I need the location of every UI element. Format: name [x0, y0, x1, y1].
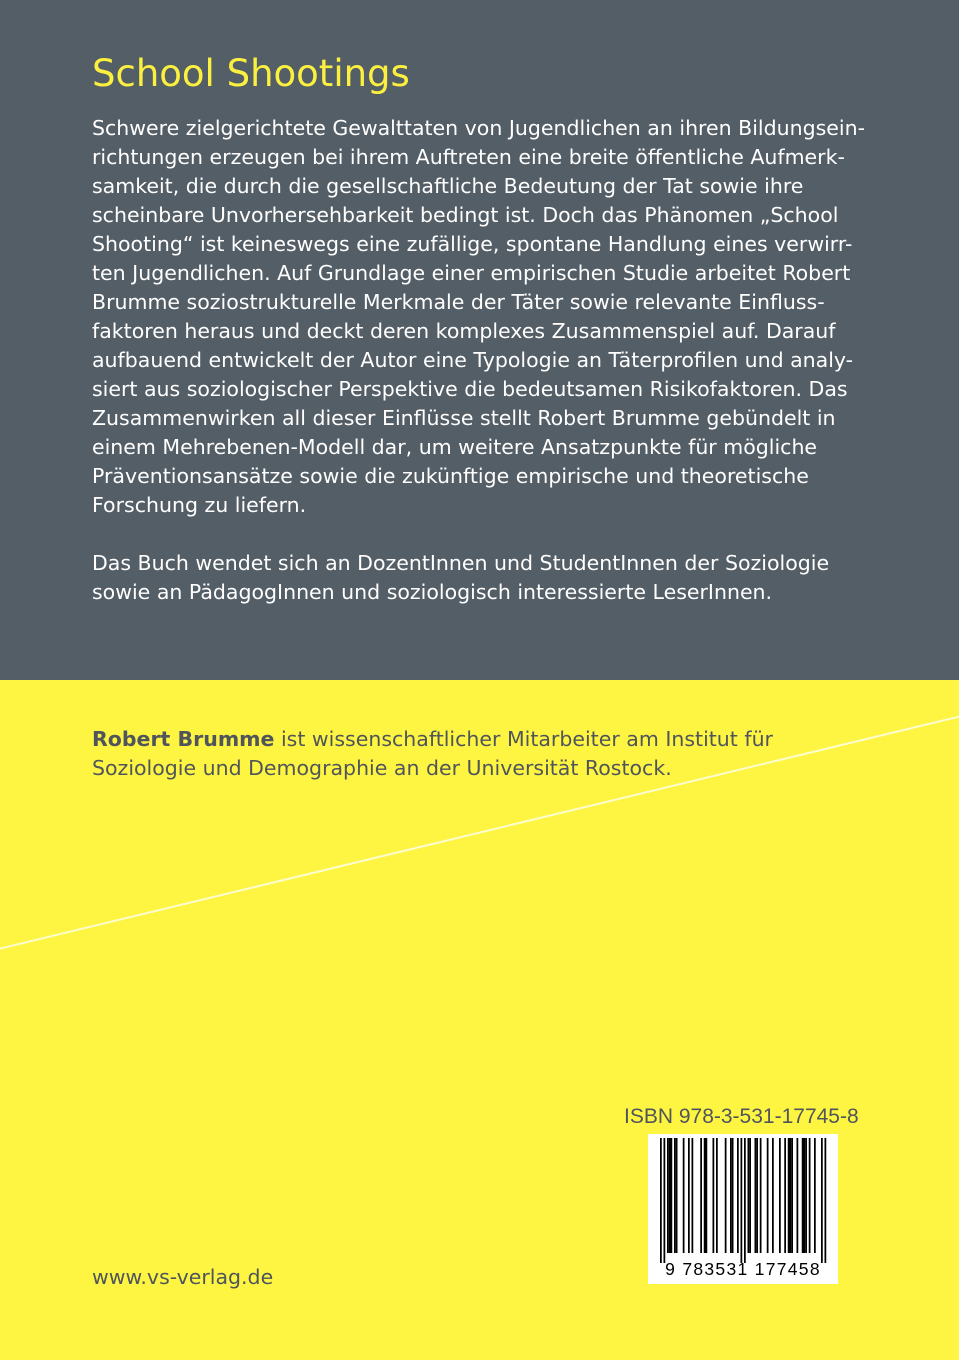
- barcode-bar: [756, 1138, 758, 1253]
- barcode-bar: [784, 1138, 786, 1253]
- isbn-label: ISBN 978-3-531-17745-8: [624, 1105, 859, 1128]
- blurb-line: ten Jugendlichen. Auf Grundlage einer empirischen Studie arbeitet Robert: [92, 261, 851, 285]
- barcode-bar: [667, 1138, 669, 1253]
- barcode-bar: [772, 1138, 774, 1253]
- barcode-bar: [700, 1138, 702, 1253]
- author-bio-text: ist wissenschaftlicher Mitarbeiter am Institut für: [274, 727, 773, 751]
- barcode-bar: [788, 1138, 790, 1253]
- barcode-bar: [725, 1138, 727, 1253]
- author-bio: [92, 725, 882, 783]
- blurb-line: Forschung zu liefern.: [92, 493, 307, 517]
- blurb-line: faktoren heraus und deckt deren komplexes Zusammenspiel auf. Darauf: [92, 319, 836, 343]
- blurb-line: Brumme soziostrukturelle Merkmale der Täter sowie relevante Einfluss-: [92, 290, 825, 314]
- blurb-line: richtungen erzeugen bei ihrem Auftreten eine breite öffentliche Aufmerk-: [92, 145, 845, 169]
- barcode-bar: [790, 1138, 792, 1253]
- paragraph-gap: [92, 520, 870, 549]
- barcode-bar: [732, 1138, 734, 1253]
- barcode-bar: [676, 1138, 678, 1253]
- barcode-bar: [674, 1138, 676, 1253]
- barcode-bar: [737, 1138, 739, 1253]
- barcode-bar: [706, 1138, 708, 1253]
- barcode-bar: [704, 1138, 706, 1253]
- barcode-bar: [671, 1138, 673, 1253]
- barcode-bar: [814, 1138, 816, 1253]
- barcode-bar: [804, 1138, 806, 1253]
- barcode-guard-bar: [821, 1138, 823, 1263]
- book-blurb: [92, 114, 870, 607]
- barcode-bar: [669, 1138, 671, 1253]
- blurb-line: aufbauend entwickelt der Autor eine Typologie an Täterprofilen und analy-: [92, 348, 854, 372]
- barcode: [648, 1134, 838, 1284]
- barcode-bar: [683, 1138, 685, 1253]
- author-bio-line: [92, 725, 882, 754]
- barcode-bar: [692, 1138, 694, 1253]
- barcode-bar: [779, 1138, 781, 1253]
- bottom-panel: [0, 680, 959, 1360]
- barcode-guard-bar: [744, 1138, 746, 1263]
- audience-line: sowie an PädagogInnen und soziologisch interessierte LeserInnen.: [92, 580, 773, 604]
- barcode-bar: [760, 1138, 762, 1253]
- publisher-website: www.vs-verlag.de: [92, 1265, 274, 1289]
- barcode-bar: [809, 1138, 811, 1253]
- barcode-bar: [755, 1138, 757, 1253]
- barcode-bar: [713, 1138, 715, 1253]
- blurb-line: Präventionsansätze sowie die zukünftige empirische und theoretische: [92, 464, 809, 488]
- barcode-bar: [797, 1138, 799, 1253]
- book-title: School Shootings: [92, 52, 410, 95]
- barcode-bar: [748, 1138, 750, 1253]
- barcode-bar: [802, 1138, 804, 1253]
- blurb-line: Schwere zielgerichtete Gewalttaten von Jugendlichen an ihren Bildungsein-: [92, 116, 866, 140]
- barcode-bar: [791, 1138, 793, 1253]
- barcode-bar: [767, 1138, 769, 1253]
- barcode-digits: 9 783531 177458: [665, 1259, 821, 1279]
- blurb-line: siert aus soziologischer Perspektive die bedeutsamen Risikofaktoren. Das: [92, 377, 848, 401]
- audience-line: Das Buch wendet sich an DozentInnen und StudentInnen der Soziologie: [92, 551, 830, 575]
- barcode-bar: [805, 1138, 807, 1253]
- barcode-bar: [749, 1138, 751, 1253]
- barcode-guard-bar: [741, 1138, 743, 1263]
- barcode-guard-bar: [664, 1138, 666, 1263]
- blurb-line: samkeit, die durch die gesellschaftliche Bedeutung der Tat sowie ihre: [92, 174, 804, 198]
- author-name: Robert Brumme: [92, 727, 275, 751]
- barcode-bar: [716, 1138, 718, 1253]
- blurb-line: scheinbare Unvorhersehbarkeit bedingt ist. Doch das Phänomen „School: [92, 203, 839, 227]
- barcode-guard-bar: [660, 1138, 662, 1263]
- barcode-bar: [730, 1138, 732, 1253]
- author-bio-line: Soziologie und Demographie an der Universität Rostock.: [92, 756, 672, 780]
- barcode-bar: [688, 1138, 690, 1253]
- blurb-line: Zusammenwirken all dieser Einflüsse stellt Robert Brumme gebündelt in: [92, 406, 836, 430]
- blurb-line: Shooting“ ist keineswegs eine zufällige, spontane Handlung eines verwirr-: [92, 232, 853, 256]
- barcode-guard-bar: [825, 1138, 827, 1263]
- blurb-line: einem Mehrebenen-Modell dar, um weitere Ansatzpunkte für mögliche: [92, 435, 818, 459]
